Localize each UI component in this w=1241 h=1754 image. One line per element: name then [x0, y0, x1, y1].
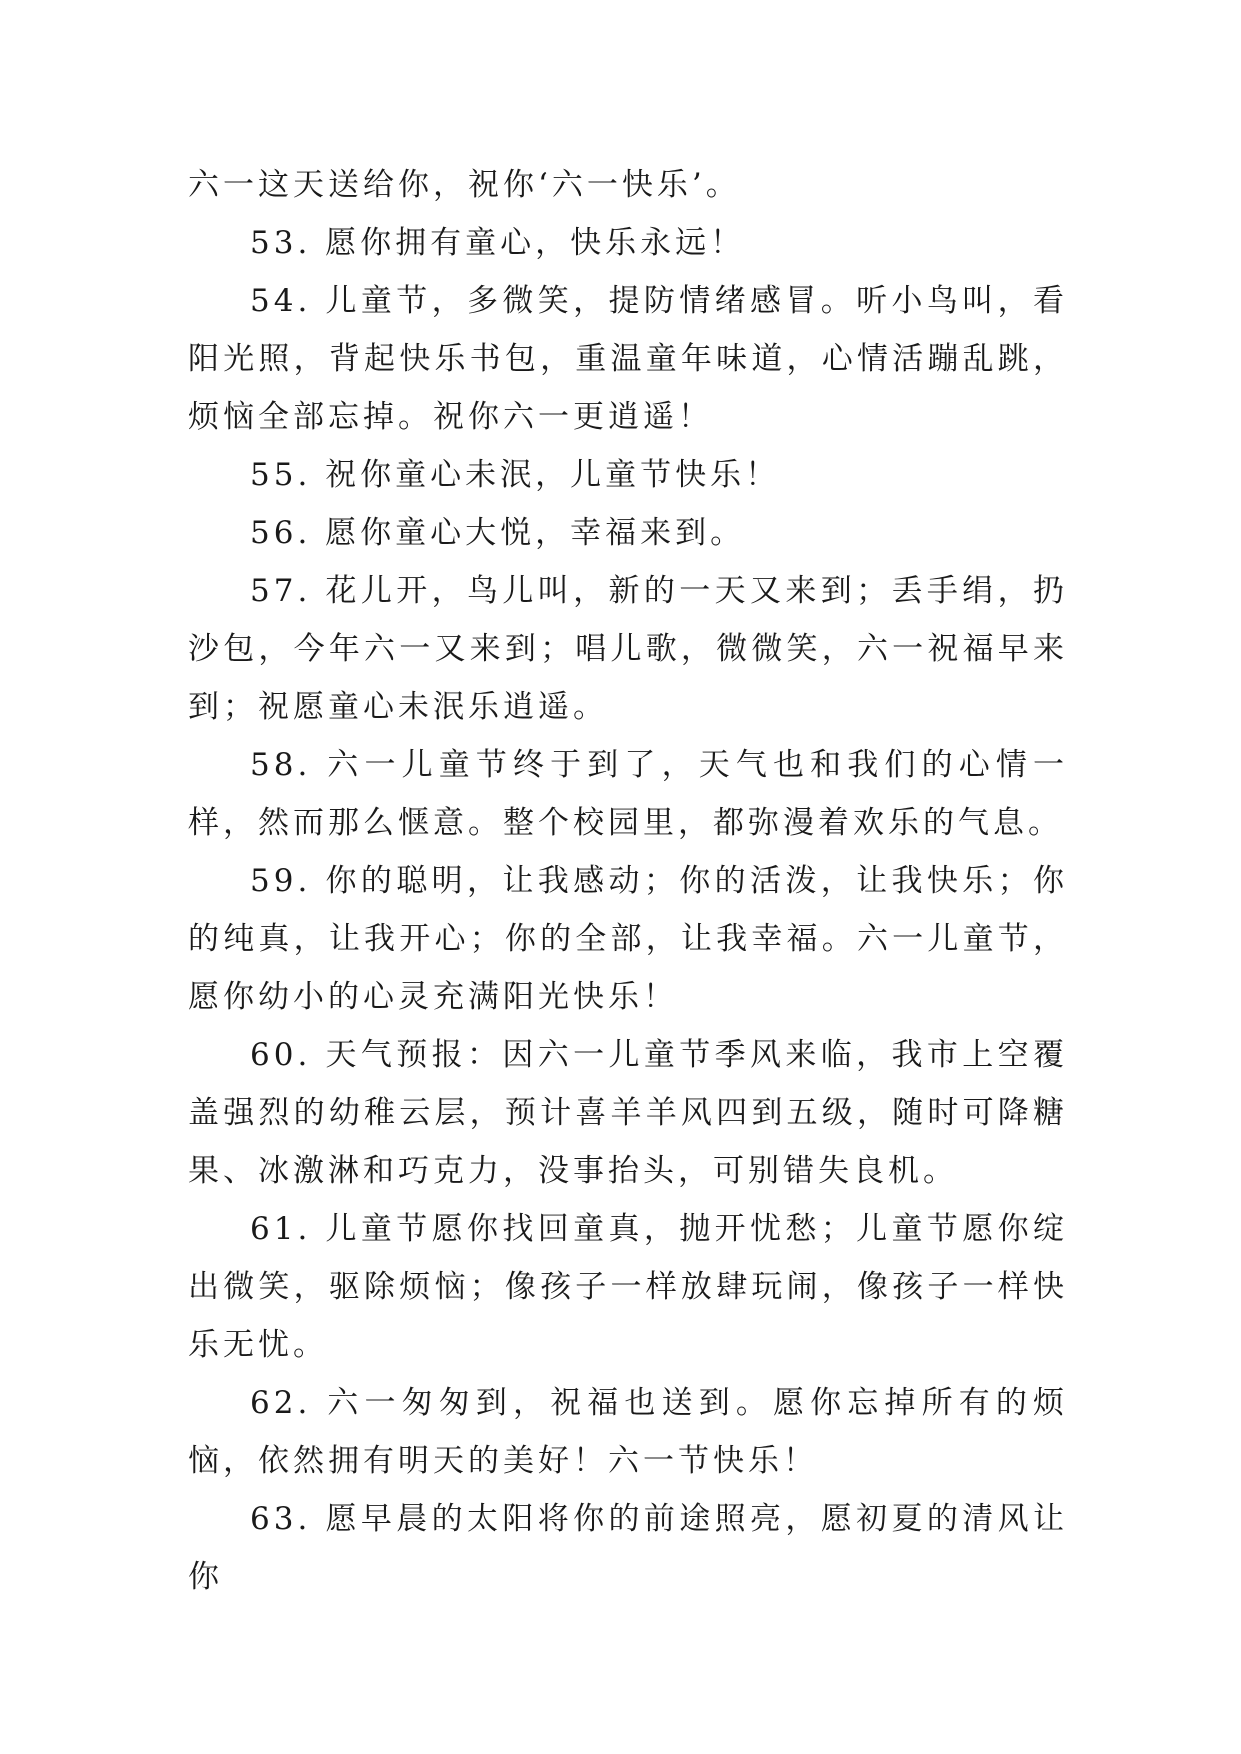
paragraph: 60. 天气预报：因六一儿童节季风来临，我市上空覆盖强烈的幼稚云层，预计喜羊羊风四到五级，随时可降糖果、冰激淋和巧克力，没事抬头，可别错失良机。	[188, 1037, 1068, 1189]
paragraph: 57. 花儿开，鸟儿叫，新的一天又来到；丢手绢，扔沙包，今年六一又来到；唱儿歌，微微笑，六一祝福早来到；祝愿童心未泯乐逍遥。	[188, 573, 1068, 725]
paragraph: 62. 六一匆匆到，祝福也送到。愿你忘掉所有的烦恼，依然拥有明天的美好！六一节快乐！	[188, 1385, 1068, 1479]
paragraph: 59. 你的聪明，让我感动；你的活泼，让我快乐；你的纯真，让我开心；你的全部，让我幸福。六一儿童节，愿你幼小的心灵充满阳光快乐！	[188, 863, 1068, 1015]
paragraph: 55. 祝你童心未泯，儿童节快乐！	[250, 457, 781, 493]
document-body	[188, 156, 1068, 1606]
paragraph: 58. 六一儿童节终于到了，天气也和我们的心情一样，然而那么惬意。整个校园里，都弥漫着欢乐的气息。	[188, 747, 1068, 841]
paragraph: 54. 儿童节，多微笑，提防情绪感冒。听小鸟叫，看阳光照，背起快乐书包，重温童年味道，心情活蹦乱跳，烦恼全部忘掉。祝你六一更逍遥！	[188, 283, 1068, 435]
paragraph: 56. 愿你童心大悦，幸福来到。	[250, 515, 746, 551]
paragraph: 六一这天送给你，祝你‘六一快乐’。	[188, 167, 741, 203]
paragraph: 61. 儿童节愿你找回童真，抛开忧愁；儿童节愿你绽出微笑，驱除烦恼；像孩子一样放肆玩闹，像孩子一样快乐无忧。	[188, 1211, 1068, 1363]
paragraph: 53. 愿你拥有童心，快乐永远！	[250, 225, 746, 261]
paragraph: 63. 愿早晨的太阳将你的前途照亮，愿初夏的清风让你	[188, 1501, 1068, 1595]
